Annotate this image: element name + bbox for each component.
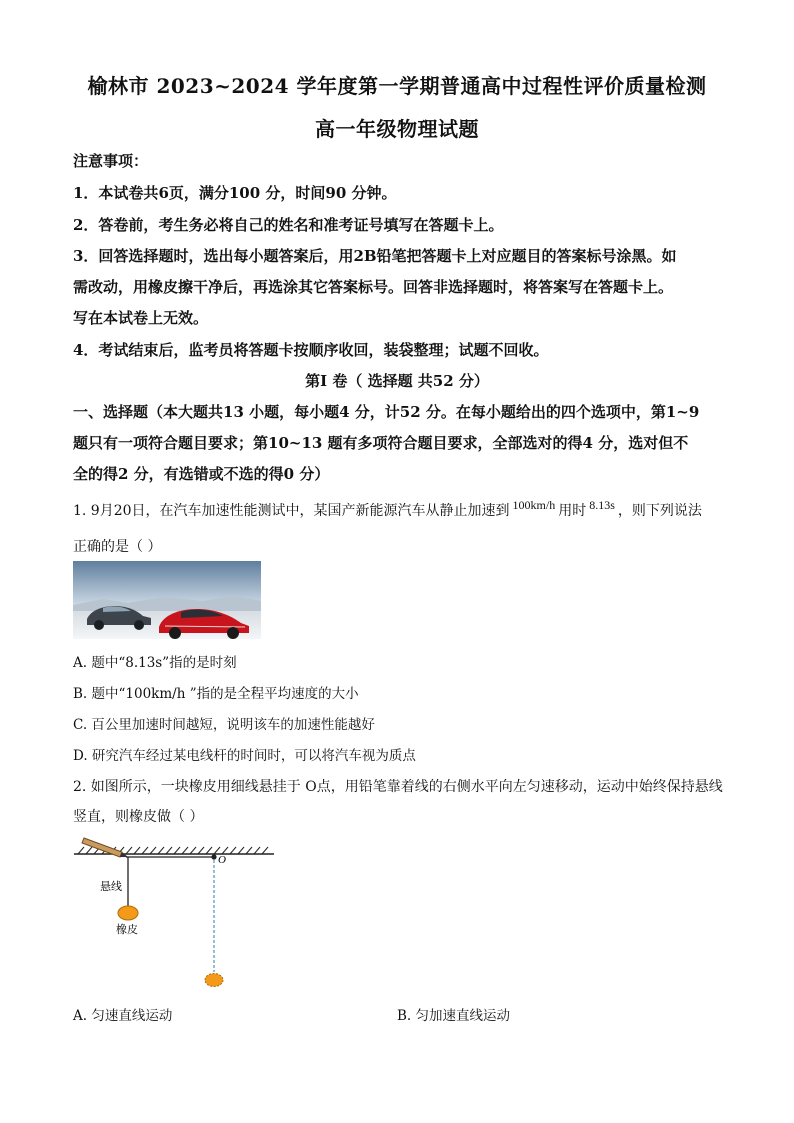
exam-title: 榆林市 2023~2024 学年度第一学期普通高中过程性评价质量检测 (87, 74, 707, 98)
note-item: 3．回答选择题时，选出每小题答案后，用2B铅笔把答题卡上对应题目的答案标号涂黑。如 (73, 247, 677, 265)
q1-stem-cont: 正确的是（ ） (73, 539, 162, 555)
q2-option-a: A. 匀速直线运动 (73, 1008, 173, 1024)
q1-stem-text: ，则下列说法 (617, 503, 702, 519)
exam-subtitle: 高一年级物理试题 (315, 117, 479, 141)
note-item: 写在本试卷上无效。 (73, 309, 209, 327)
notes-heading: 注意事项： (73, 152, 149, 170)
eraser-label: 橡皮 (116, 923, 138, 936)
section-title: 第Ⅰ 卷（ 选择题 共52 分） (305, 372, 489, 390)
q1-option-d: D. 研究汽车经过某电线杆的时间时，可以将汽车视为质点 (73, 748, 416, 764)
q1-option-c: C. 百公里加速时间越短，说明该车的加速性能越好 (73, 717, 375, 733)
note-item: 2．答卷前，考生务必将自己的姓名和准考证号填写在答题卡上。 (73, 216, 504, 234)
note-item: 4．考试结束后，监考员将答题卡按顺序收回，装袋整理；试题不回收。 (73, 341, 549, 359)
q1-stem (73, 500, 702, 520)
note-item: 需改动，用橡皮擦干净后，再选涂其它答案标号。回答非选择题时，将答案写在答题卡上。 (73, 278, 674, 296)
q2-stem: 2. 如图所示，一块橡皮用细线悬挂于 O点，用铅笔靠着线的右侧水平向左匀速移动，运动中始终保持悬线 (73, 779, 723, 795)
section-intro: 题只有一项符合题目要求；第10~13 题有多项符合题目要求，全部选对的得4 分，选对但不 (73, 434, 689, 452)
q1-stem-text: 用时 (558, 503, 587, 519)
q1-time: 8.13s (589, 498, 615, 512)
thread-label: 悬线 (100, 880, 122, 893)
q1-stem-text: 1. 9月20日，在汽车加速性能测试中，某国产新能源汽车从静止加速到 (73, 503, 510, 519)
q1-option-a: A. 题中“8.13s”指的是时刻 (73, 655, 237, 671)
q2-option-b: B. 匀加速直线运动 (397, 1008, 511, 1024)
q2-stem-cont: 竖直，则橡皮做（ ） (73, 809, 204, 825)
section-intro: 一、选择题（本大题共13 小题，每小题4 分，计52 分。在每小题给出的四个选项中，第1~9 (73, 403, 700, 421)
pendulum-diagram (70, 832, 280, 992)
q1-option-b: B. 题中“100km/h ”指的是全程平均速度的大小 (73, 686, 359, 702)
point-o-label: O (218, 854, 226, 866)
note-item: 1．本试卷共6页，满分100 分，时间90 分钟。 (73, 184, 397, 202)
q1-speed: 100km/h (512, 498, 556, 512)
car-photo (73, 561, 261, 639)
section-intro: 全的得2 分，有选错或不选的得0 分） (73, 465, 330, 483)
